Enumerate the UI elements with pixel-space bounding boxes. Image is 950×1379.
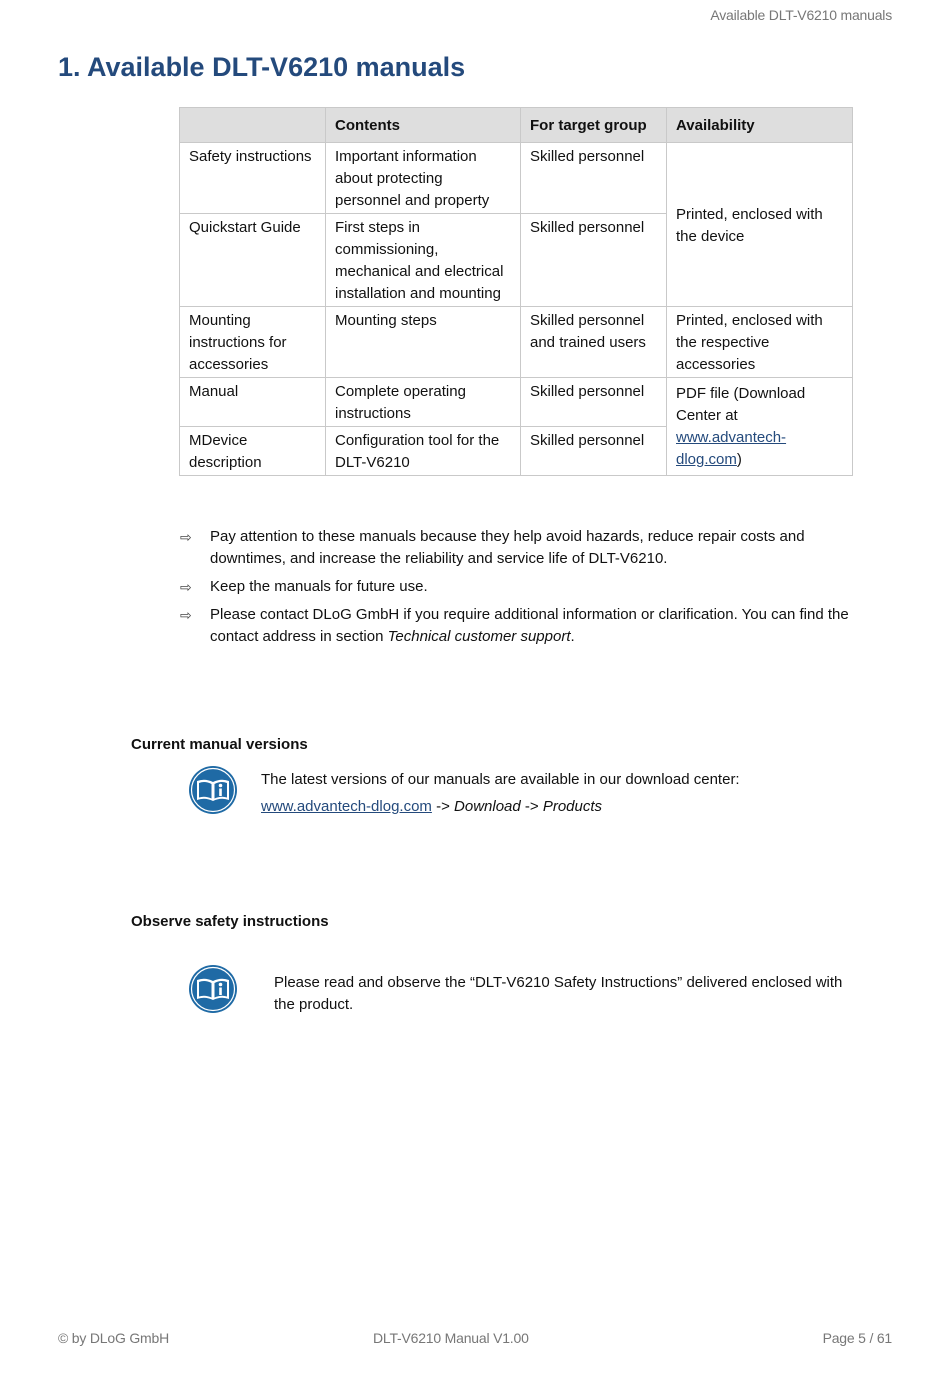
list-item — [180, 604, 870, 648]
support-section-ref: Technical customer support — [387, 628, 571, 645]
manual-info-icon — [188, 964, 238, 1014]
manual-info-icon — [188, 765, 238, 815]
download-center-link[interactable]: www.advantech-dlog.com — [261, 798, 432, 815]
table-row — [180, 378, 853, 427]
footer-copyright: © by DLoG GmbH — [58, 1330, 169, 1346]
arrow-right-icon: ⇨ — [180, 607, 192, 623]
current-versions-text: The latest versions of our manuals are available in our download center: — [261, 771, 740, 788]
list-item — [180, 526, 870, 570]
download-center-link[interactable]: www.advantech-dlog.com — [676, 429, 787, 468]
cell-document: Manual — [180, 378, 326, 427]
cell-availability-pdf — [667, 378, 853, 476]
cell-contents: Important information about protecting personnel and property — [326, 143, 521, 214]
footer-document: DLT-V6210 Manual V1.00 — [373, 1330, 529, 1346]
table-header-document — [180, 108, 326, 143]
cell-target: Skilled personnel and trained users — [521, 307, 667, 378]
path-separator: -> — [431, 798, 455, 815]
table-row — [180, 307, 853, 378]
cell-target: Skilled personnel — [521, 143, 667, 214]
footer-page-number: Page 5 / 61 — [822, 1330, 892, 1346]
table-header-target: For target group — [521, 108, 667, 143]
table-header-contents: Contents — [326, 108, 521, 143]
path-separator: -> — [520, 798, 543, 815]
safety-note-text: Please read and observe the “DLT-V6210 Safety Instructions” delivered enclosed with the product. — [274, 974, 843, 1013]
cell-contents: First steps in commissioning, mechanical and electrical installation and mounting — [326, 214, 521, 307]
pdf-prefix: PDF file (Download Center at — [676, 385, 806, 424]
cell-availability-device: Printed, enclosed with the device — [667, 143, 853, 307]
hint-text: Please contact DLoG GmbH if you require additional information or clarification. You can find the contact address in section — [210, 606, 849, 645]
cell-target: Skilled personnel — [521, 427, 667, 476]
cell-target: Skilled personnel — [521, 378, 667, 427]
cell-document: MDevice description — [180, 427, 326, 476]
pdf-suffix: ) — [736, 451, 742, 468]
arrow-right-icon: ⇨ — [180, 529, 192, 545]
table-header-row — [180, 108, 853, 143]
running-header: Available DLT-V6210 manuals — [710, 7, 892, 23]
cell-target: Skilled personnel — [521, 214, 667, 307]
arrow-right-icon: ⇨ — [180, 579, 192, 595]
cell-document: Quickstart Guide — [180, 214, 326, 307]
current-versions-heading: Current manual versions — [131, 736, 308, 753]
cell-contents: Configuration tool for the DLT-V6210 — [326, 427, 521, 476]
hint-text: Keep the manuals for future use. — [210, 578, 428, 595]
safety-heading: Observe safety instructions — [131, 913, 329, 930]
table-row — [180, 143, 853, 214]
cell-document: Safety instructions — [180, 143, 326, 214]
download-path — [261, 793, 861, 820]
list-item — [180, 576, 870, 598]
current-versions-note — [261, 766, 861, 820]
path-download: Download — [454, 798, 521, 815]
cell-contents: Mounting steps — [326, 307, 521, 378]
cell-availability-accessories: Printed, enclosed with the respective accessories — [667, 307, 853, 378]
path-products: Products — [542, 798, 603, 815]
cell-document: Mounting instructions for accessories — [180, 307, 326, 378]
manuals-table — [179, 107, 853, 476]
hint-text: Pay attention to these manuals because they help avoid hazards, reduce repair costs and downtimes, and increase the reliability and service life of DLT-V6210. — [210, 528, 805, 567]
chapter-title: 1. Available DLT-V6210 manuals — [58, 52, 466, 82]
hint-list — [180, 526, 870, 654]
hint-end: . — [570, 628, 575, 645]
table-header-availability: Availability — [667, 108, 853, 143]
cell-contents: Complete operating instructions — [326, 378, 521, 427]
